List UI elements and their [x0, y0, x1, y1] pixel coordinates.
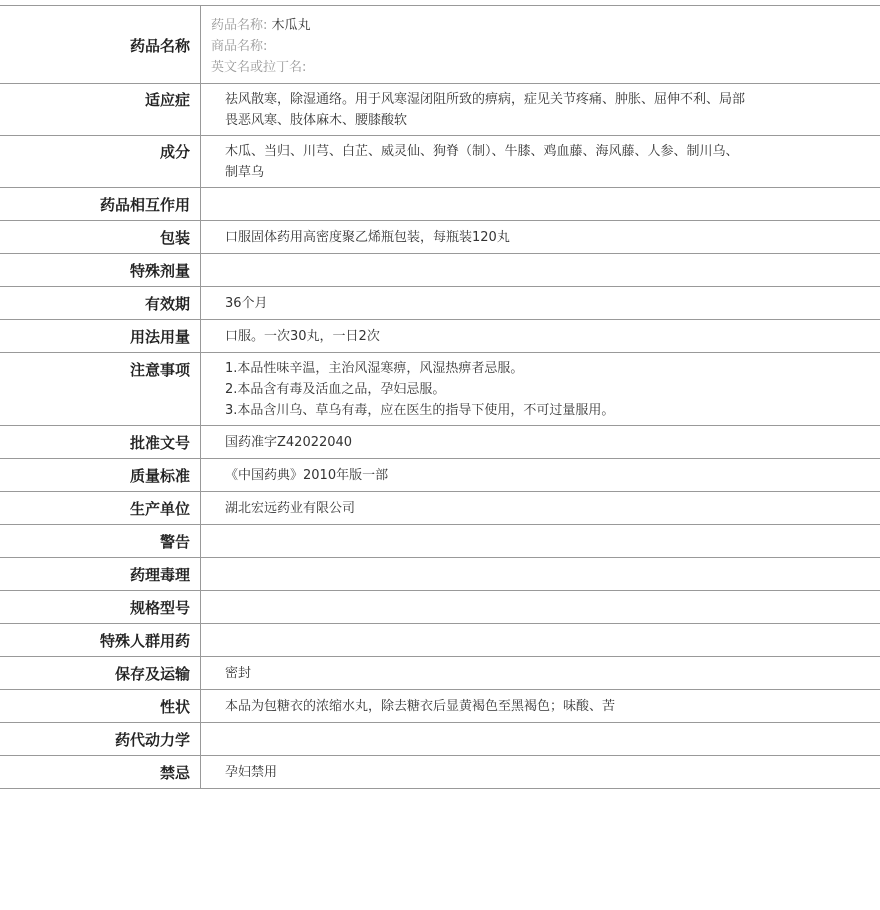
spec-row	[0, 690, 880, 723]
row-label-text: 性状	[159, 698, 190, 716]
spec-row-names	[0, 6, 880, 84]
row-value	[201, 690, 880, 723]
row-value	[201, 221, 880, 254]
row-value	[201, 723, 880, 756]
row-label-text: 包装	[159, 229, 190, 247]
row-label-text: 适应症	[144, 91, 190, 109]
english-name-line	[211, 57, 880, 78]
row-value	[201, 188, 880, 221]
spec-row	[0, 657, 880, 690]
spec-row	[0, 84, 880, 136]
row-label	[0, 558, 201, 591]
spec-row	[0, 591, 880, 624]
row-value	[201, 591, 880, 624]
row-value-line: 36个月	[225, 296, 268, 311]
english-name-key: 英文名或拉丁名:	[211, 60, 307, 75]
row-label	[0, 525, 201, 558]
row-value	[201, 558, 880, 591]
row-label	[0, 723, 201, 756]
row-label-text: 特殊人群用药	[99, 632, 190, 650]
spec-row	[0, 287, 880, 320]
names-cell	[201, 6, 880, 84]
row-label: 药品名称	[0, 6, 201, 84]
row-label	[0, 254, 201, 287]
row-label-text: 药理毒理	[129, 566, 190, 584]
generic-name-value: 木瓜丸	[271, 18, 311, 33]
row-value-line: 3.本品含川乌、草乌有毒，应在医生的指导下使用，不可过量服用。	[225, 403, 615, 418]
row-value	[201, 624, 880, 657]
row-value-line: 祛风散寒，除湿通络。用于风寒湿闭阻所致的痹病，症见关节疼痛、肿胀、屈伸不利、局部	[225, 92, 746, 107]
row-value	[201, 426, 880, 459]
row-label	[0, 320, 201, 353]
spec-row	[0, 558, 880, 591]
row-label	[0, 353, 201, 426]
row-value	[201, 756, 880, 789]
spec-row	[0, 254, 880, 287]
row-value-line: 密封	[225, 666, 252, 681]
generic-name-key: 药品名称:	[211, 18, 268, 33]
spec-row	[0, 723, 880, 756]
spec-row	[0, 756, 880, 789]
row-value-line: 畏恶风寒、肢体麻木、腰膝酸软	[225, 113, 408, 128]
row-label	[0, 756, 201, 789]
row-label-text: 保存及运输	[114, 665, 190, 683]
row-value	[201, 254, 880, 287]
row-value	[201, 657, 880, 690]
row-label-text: 批准文号	[129, 434, 190, 452]
spec-row	[0, 353, 880, 426]
row-value	[201, 84, 880, 136]
spec-row	[0, 320, 880, 353]
row-label-text: 特殊剂量	[129, 262, 190, 280]
row-label	[0, 221, 201, 254]
row-value-line: 《中国药典》2010年版一部	[225, 468, 389, 483]
row-label	[0, 690, 201, 723]
spec-row	[0, 459, 880, 492]
row-value	[201, 320, 880, 353]
row-label-text: 质量标准	[129, 467, 190, 485]
row-value-line: 1.本品性味辛温，主治风湿寒痹，风湿热痹者忌服。	[225, 361, 524, 376]
row-label	[0, 188, 201, 221]
row-label-text: 成分	[159, 143, 190, 161]
row-value-line: 湖北宏远药业有限公司	[225, 501, 356, 516]
row-label-text: 生产单位	[129, 500, 190, 518]
spec-row	[0, 624, 880, 657]
row-label	[0, 657, 201, 690]
row-value	[201, 136, 880, 188]
row-value-line: 国药准字Z42022040	[225, 435, 353, 450]
row-label-text: 用法用量	[129, 328, 190, 346]
row-label	[0, 426, 201, 459]
row-value-line: 2.本品含有毒及活血之品，孕妇忌服。	[225, 382, 446, 397]
trade-name-key: 商品名称:	[211, 39, 268, 54]
spec-row	[0, 188, 880, 221]
row-label	[0, 136, 201, 188]
row-label-text: 有效期	[144, 295, 190, 313]
row-label-text: 禁忌	[159, 764, 190, 782]
row-label-text: 规格型号	[129, 599, 190, 617]
row-label	[0, 624, 201, 657]
row-value-line: 孕妇禁用	[225, 765, 278, 780]
row-value-line: 制草乌	[225, 165, 265, 180]
spec-row	[0, 525, 880, 558]
row-label-text: 药品相互作用	[99, 196, 190, 214]
row-label	[0, 492, 201, 525]
row-value-line: 本品为包糖衣的浓缩水丸，除去糖衣后显黄褐色至黑褐色；味酸、苦	[225, 699, 616, 714]
row-label	[0, 84, 201, 136]
row-label-text: 警告	[159, 533, 190, 551]
trade-name-line	[211, 36, 880, 57]
row-value	[201, 287, 880, 320]
drug-spec-table	[0, 5, 880, 789]
row-value	[201, 459, 880, 492]
row-value	[201, 492, 880, 525]
row-value-line: 口服固体药用高密度聚乙烯瓶包装，每瓶装120丸	[225, 230, 510, 245]
spec-row	[0, 426, 880, 459]
row-label	[0, 459, 201, 492]
row-value-line: 木瓜、当归、川芎、白芷、威灵仙、狗脊（制）、牛膝、鸡血藤、海风藤、人参、制川乌、	[225, 144, 739, 159]
row-value	[201, 525, 880, 558]
generic-name-line	[211, 15, 880, 36]
spec-row	[0, 492, 880, 525]
spec-row	[0, 136, 880, 188]
spec-row	[0, 221, 880, 254]
row-label	[0, 287, 201, 320]
row-value	[201, 353, 880, 426]
row-label	[0, 591, 201, 624]
row-label-text: 药代动力学	[114, 731, 190, 749]
row-label-text: 注意事项	[129, 361, 190, 379]
row-value-line: 口服。一次30丸，一日2次	[225, 329, 380, 344]
